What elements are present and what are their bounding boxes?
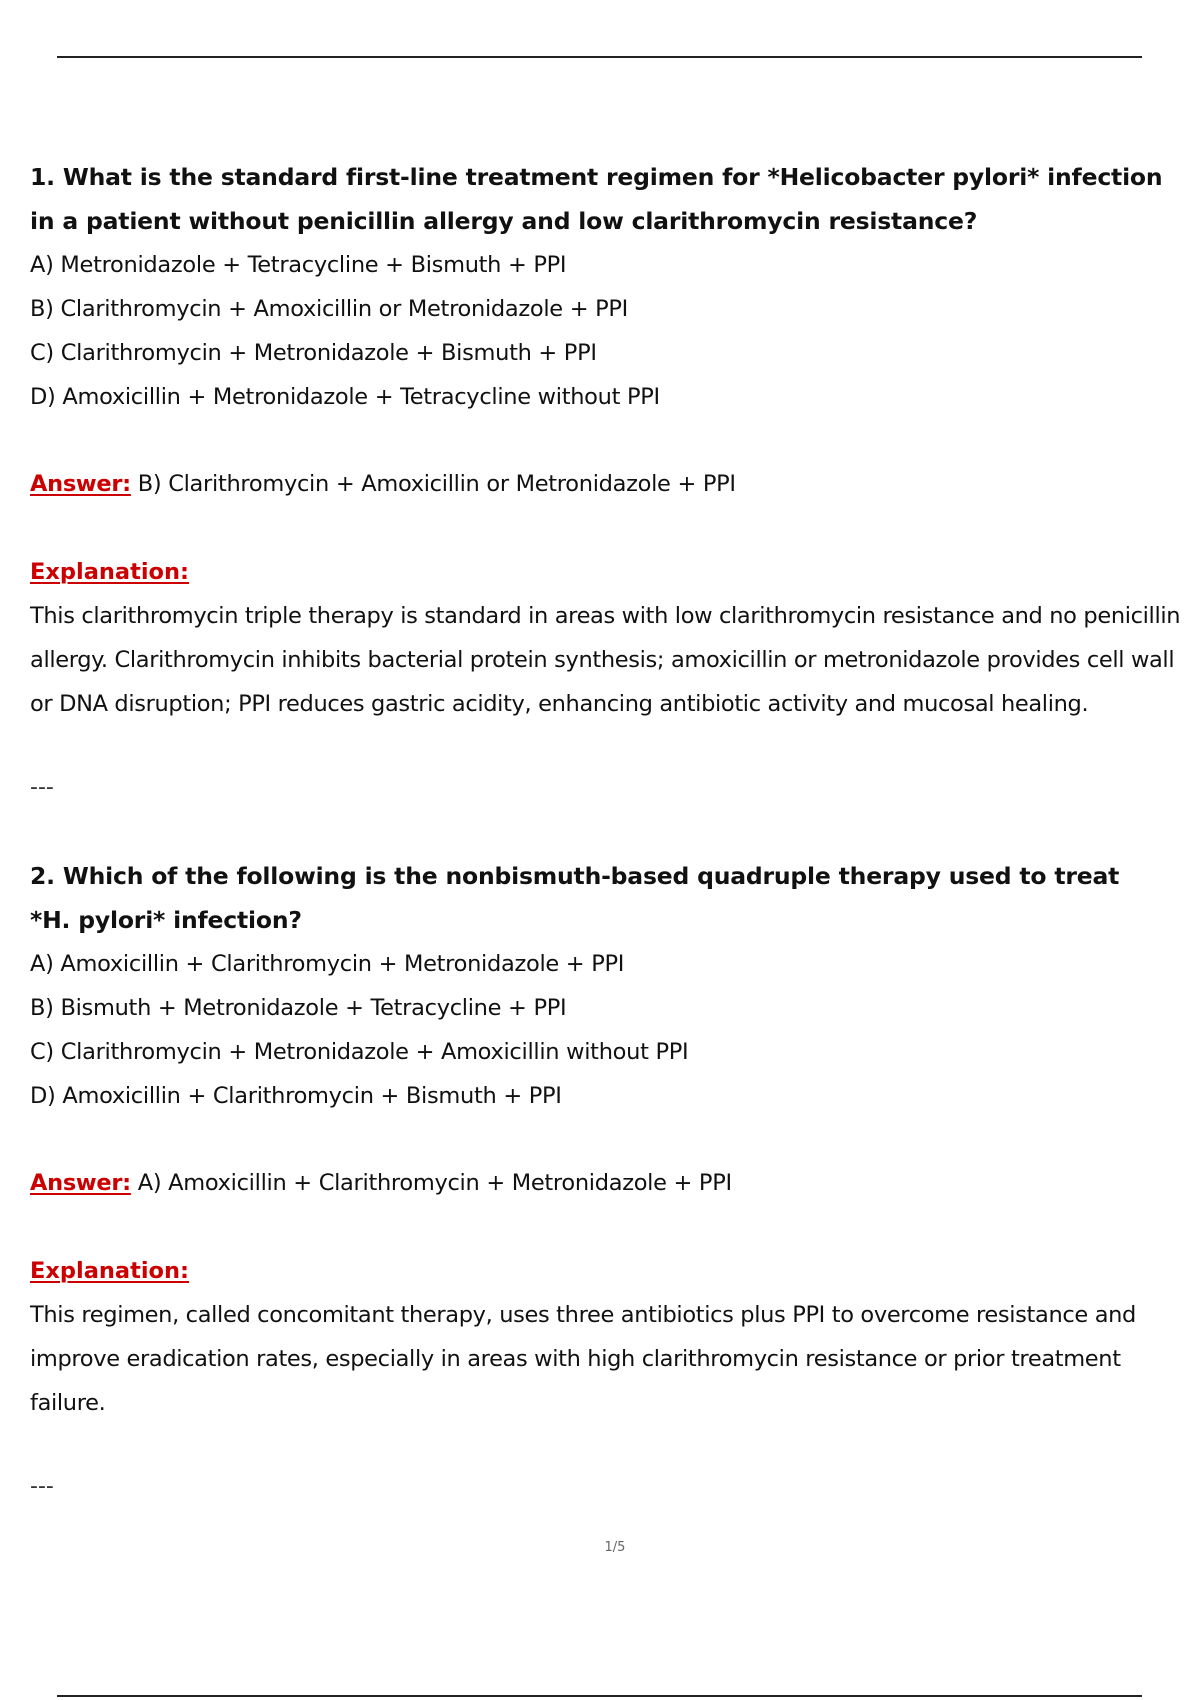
document-body — [30, 155, 1200, 1509]
option-b: B) Bismuth + Metronidazole + Tetracycline + PPI — [30, 995, 567, 1021]
option-b: B) Clarithromycin + Amoxicillin or Metronidazole + PPI — [30, 296, 628, 322]
question-text: 1. What is the standard first-line treatment regimen for *Helicobacter pylori* infection in a patient without penicillin allergy and low clarithromycin resistance? — [30, 163, 1163, 235]
answer-label: Answer: — [30, 471, 131, 497]
option-c: C) Clarithromycin + Metronidazole + Bismuth + PPI — [30, 340, 597, 366]
explanation-heading — [30, 1249, 1200, 1293]
option-d: D) Amoxicillin + Metronidazole + Tetracycline without PPI — [30, 384, 660, 410]
explanation-label: Explanation: — [30, 1258, 190, 1284]
section-separator: --- — [30, 775, 54, 800]
answer-line — [30, 1161, 1200, 1205]
page-number: 1/5 — [604, 1540, 626, 1555]
option-a: A) Amoxicillin + Clarithromycin + Metronidazole + PPI — [30, 951, 625, 977]
explanation-label: Explanation: — [30, 559, 190, 585]
question-text: 2. Which of the following is the nonbismuth-based quadruple therapy used to treat *H. pylori* infection? — [30, 862, 1120, 934]
question-block-2 — [30, 854, 1200, 1509]
answer-text: A) Amoxicillin + Clarithromycin + Metronidazole + PPI — [137, 1170, 732, 1196]
option-d: D) Amoxicillin + Clarithromycin + Bismuth + PPI — [30, 1083, 562, 1109]
question-block-1 — [30, 155, 1200, 810]
option-c: C) Clarithromycin + Metronidazole + Amoxicillin without PPI — [30, 1039, 689, 1065]
section-separator: --- — [30, 1474, 54, 1499]
footer-rule — [57, 1695, 1142, 1697]
explanation-text: This clarithromycin triple therapy is standard in areas with low clarithromycin resistance and no penicillin allergy. Clarithromycin inhibits bacterial protein synthesis; amoxicillin or metronidazole provides cell wall or DNA disruption; PPI reduces gastric acidity, enhancing antibiotic activity and mucosal healing. — [30, 603, 1181, 717]
option-a: A) Metronidazole + Tetracycline + Bismuth + PPI — [30, 252, 567, 278]
explanation-text: This regimen, called concomitant therapy, uses three antibiotics plus PPI to overcome resistance and improve eradication rates, especially in areas with high clarithromycin resistance or prior treatment failure. — [30, 1302, 1136, 1416]
answer-label: Answer: — [30, 1170, 131, 1196]
explanation-heading — [30, 550, 1200, 594]
header-rule — [57, 56, 1142, 58]
answer-text: B) Clarithromycin + Amoxicillin or Metronidazole + PPI — [137, 471, 736, 497]
answer-line — [30, 462, 1200, 506]
